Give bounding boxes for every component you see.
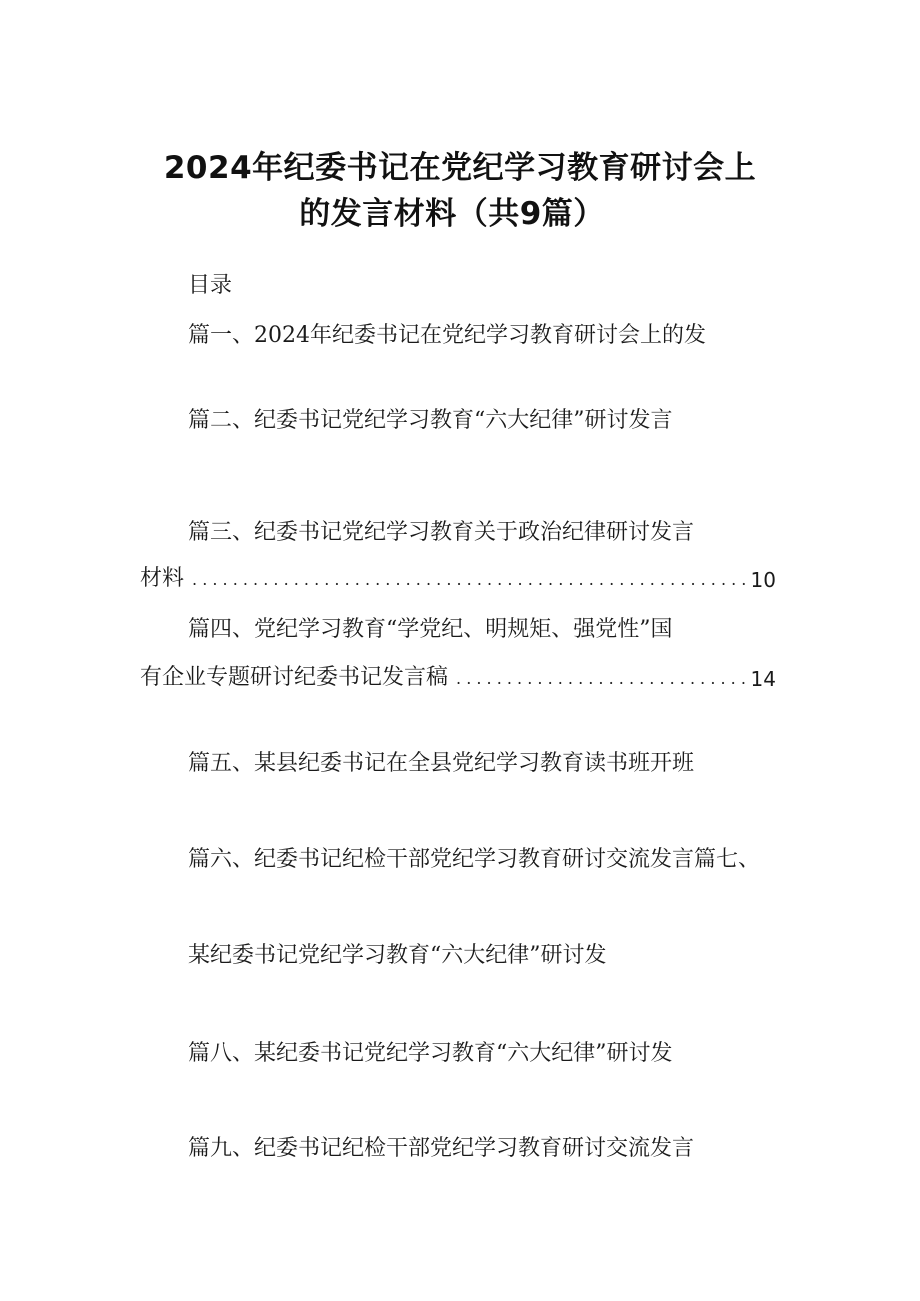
toc-dot-leader xyxy=(456,671,745,687)
document-title-line-2: 的发言材料（共9篇） xyxy=(299,196,605,232)
toc-entry-3-label: 材料 xyxy=(140,566,185,591)
toc-entry-3-page-number: 10 xyxy=(750,568,776,592)
toc-entry-5[interactable]: 篇五、某县纪委书记在全县党纪学习教育读书班开班 xyxy=(188,751,695,776)
toc-entry-3-continuation[interactable] xyxy=(140,562,776,592)
toc-entry-4-page-number: 14 xyxy=(750,667,776,691)
toc-dot-leader xyxy=(192,572,745,588)
toc-entry-1[interactable]: 篇一、2024年纪委书记在党纪学习教育研讨会上的发 xyxy=(188,323,706,348)
toc-entry-3[interactable]: 篇三、纪委书记党纪学习教育关于政治纪律研讨发言 xyxy=(188,520,695,545)
toc-entry-8[interactable]: 篇八、某纪委书记党纪学习教育“六大纪律”研讨发 xyxy=(188,1041,673,1066)
toc-entry-4-label: 有企业专题研讨纪委书记发言稿 xyxy=(140,665,449,690)
toc-entry-7[interactable]: 某纪委书记党纪学习教育“六大纪律”研讨发 xyxy=(188,943,607,968)
document-title-line-1: 2024年纪委书记在党纪学习教育研讨会上 xyxy=(163,150,757,186)
toc-entry-4-continuation[interactable] xyxy=(140,661,776,691)
toc-heading: 目录 xyxy=(188,273,233,298)
toc-entry-6[interactable]: 篇六、纪委书记纪检干部党纪学习教育研讨交流发言篇七、 xyxy=(188,847,761,872)
toc-entry-4[interactable]: 篇四、党纪学习教育“学党纪、明规矩、强党性”国 xyxy=(188,617,673,642)
toc-entry-9[interactable]: 篇九、纪委书记纪检干部党纪学习教育研讨交流发言 xyxy=(188,1136,695,1161)
toc-entry-2[interactable]: 篇二、纪委书记党纪学习教育“六大纪律”研讨发言 xyxy=(188,408,673,433)
